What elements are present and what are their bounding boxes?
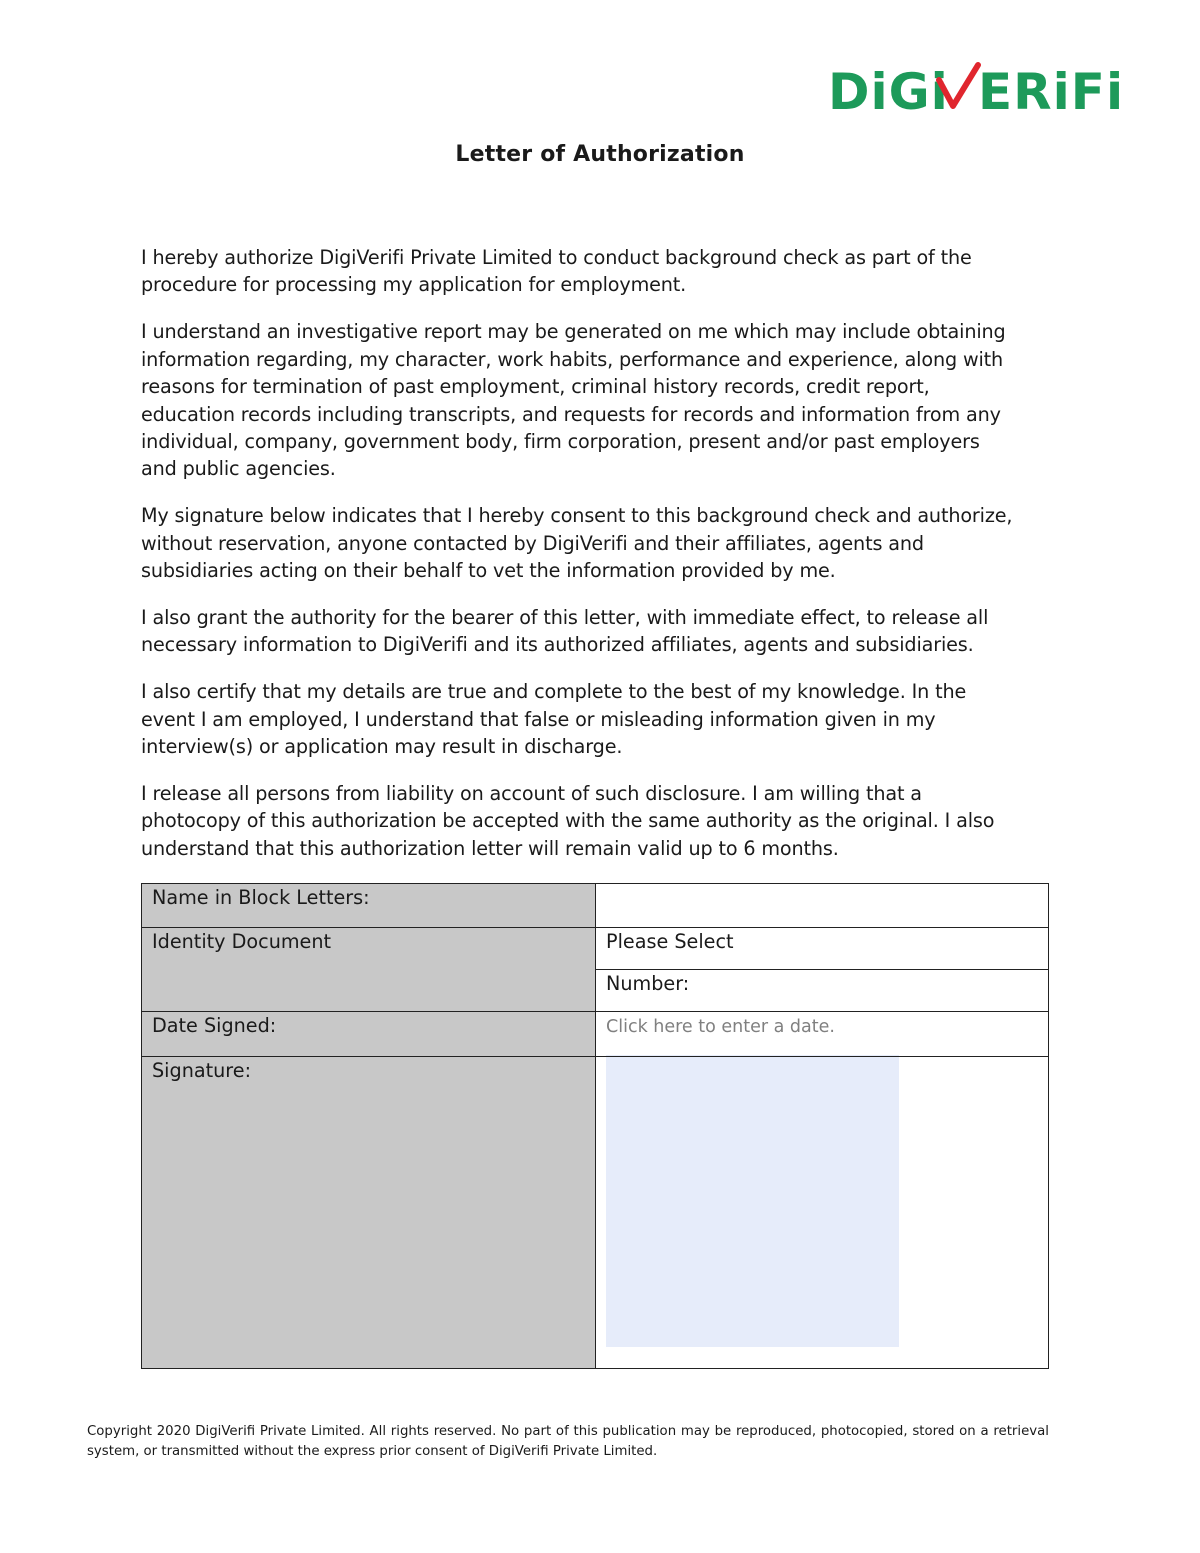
identity-document-select[interactable]: Please Select [596, 928, 1049, 970]
authorization-form-table [141, 883, 1049, 1369]
date-signed-label: Date Signed: [142, 1012, 596, 1057]
copyright-footer: Copyright 2020 DigiVerifi Private Limited. All rights reserved. No part of this publication may be reproduced, photocopied, stored on a retrieval system, or transmitted without the express prior consent of DigiVerifi Private Limited. [87, 1424, 1049, 1459]
paragraph-certify-details: I also certify that my details are true and complete to the best of my knowledge. In the event I am employed, I understand that false or misleading information given in my interview(s) or application may result in discharge. [141, 680, 967, 759]
signature-label: Signature: [142, 1057, 596, 1369]
paragraph-release-liability: I release all persons from liability on account of such disclosure. I am willing that a photocopy of this authorization be accepted with the same authority as the original. I also understand that this authorization letter will remain valid up to 6 months. [141, 782, 995, 860]
signature-cell [596, 1057, 1049, 1369]
svg-text:DiGi: DiGi [828, 63, 949, 116]
paragraph-authorize: I hereby authorize DigiVerifi Private Limited to conduct background check as part of the procedure for processing my application for employment. [141, 246, 972, 297]
digiverifi-logo [828, 62, 1128, 116]
date-signed-field[interactable] [596, 1012, 1049, 1057]
identity-number-field[interactable]: Number: [596, 970, 1049, 1012]
name-field[interactable] [596, 884, 1049, 928]
authorization-body [141, 244, 1061, 882]
identity-document-label: Identity Document [142, 928, 596, 1012]
paragraph-signature-consent: My signature below indicates that I hereby consent to this background check and authorize, without reservation, anyone contacted by DigiVerifi and their affiliates, agents and subsidiaries acting on their behalf to vet the information provided by me. [141, 504, 1013, 583]
page-title: Letter of Authorization [455, 142, 745, 167]
date-placeholder: Click here to enter a date. [606, 1017, 835, 1037]
svg-text:ERiFi: ERiFi [978, 63, 1125, 116]
paragraph-investigative-report: I understand an investigative report may be generated on me which may include obtaining information regarding, my character, work habits, performance and experience, along with reasons for termination of past employment, criminal history records, credit report, education records including transcripts, and requests for records and information from any individual, company, government body, firm corporation, present and/or past employers and public agencies. [141, 320, 1006, 481]
logo-mark [828, 62, 1128, 116]
paragraph-grant-authority: I also grant the authority for the bearer of this letter, with immediate effect, to release all necessary information to DigiVerifi and its authorized affiliates, agents and subsidiaries. [141, 605, 989, 657]
signature-box[interactable] [606, 1055, 899, 1347]
name-label: Name in Block Letters: [142, 884, 596, 928]
